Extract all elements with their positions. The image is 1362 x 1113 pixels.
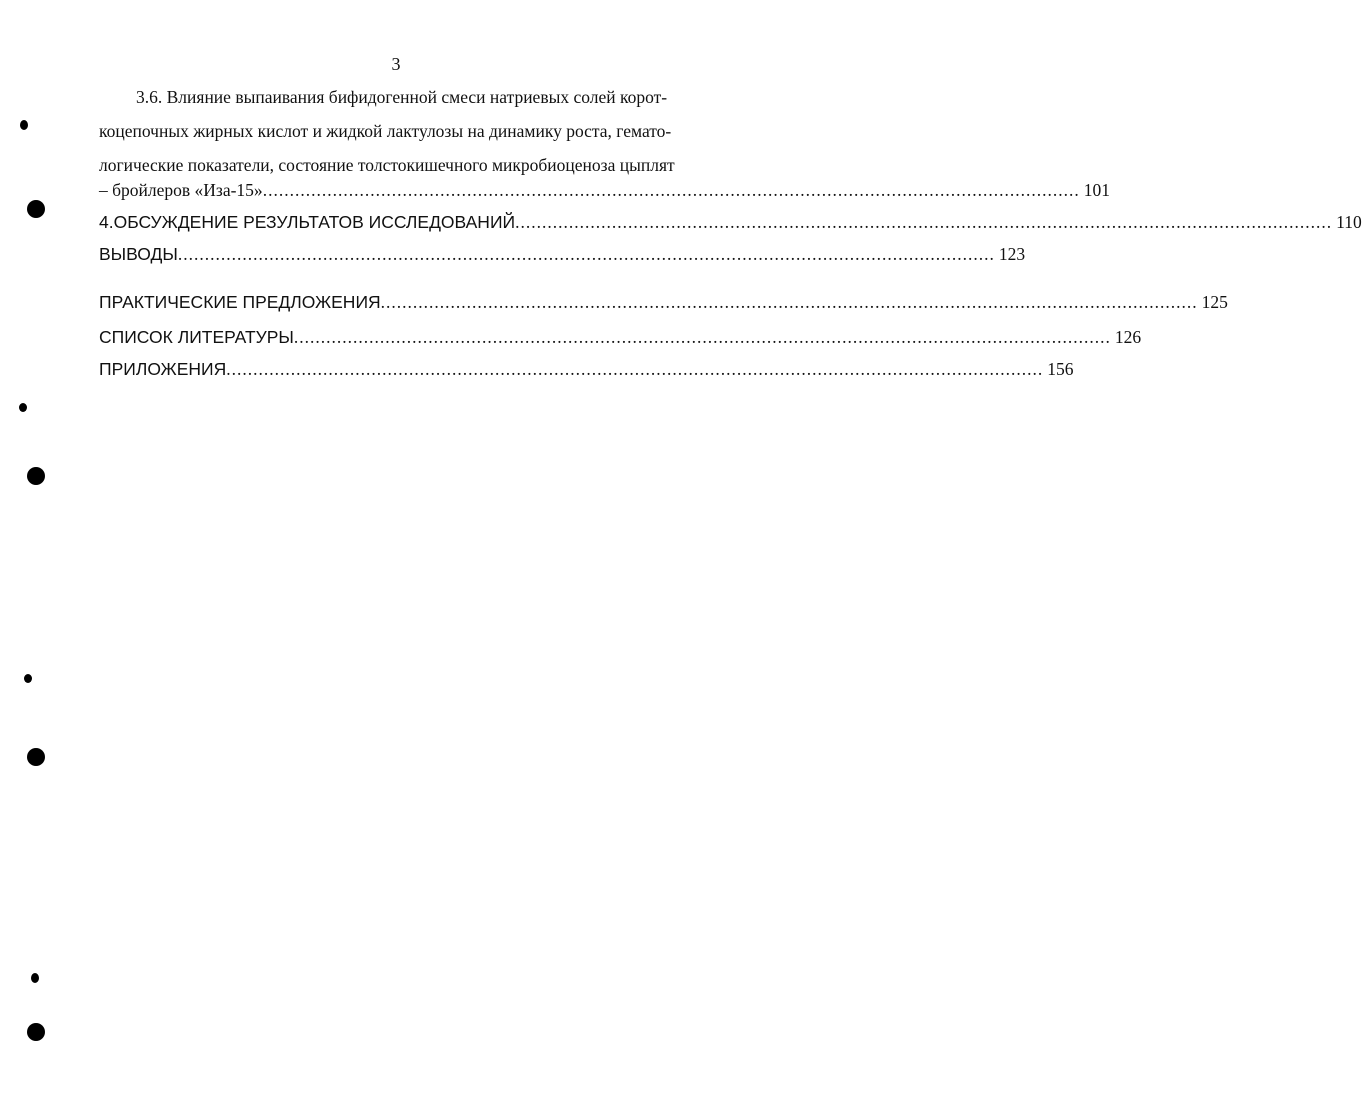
dot-leader: ........................................................................................................................................................ bbox=[515, 212, 1333, 232]
binder-hole-mark bbox=[27, 467, 45, 485]
toc-entry-3-6[interactable] bbox=[99, 80, 723, 182]
dot-leader: ........................................................................................................................................................ bbox=[226, 359, 1044, 379]
toc-entry-text-line-1: 3.6. Влияние выпаивания бифидогенной смеси натриевых солей корот- bbox=[136, 87, 668, 107]
toc-entry-label: ВЫВОДЫ bbox=[99, 244, 178, 264]
toc-entry-text-line-3: логические показатели, состояние толстокишечного микробиоценоза цыплят bbox=[99, 155, 675, 175]
toc-entry-3-6-last-line[interactable] bbox=[99, 180, 1110, 201]
toc-entry-references[interactable] bbox=[99, 327, 1142, 348]
toc-entry-discussion[interactable] bbox=[99, 212, 1362, 233]
binder-hole-mark bbox=[27, 200, 45, 218]
dot-leader: ........................................................................................................................................................ bbox=[293, 327, 1111, 347]
binder-hole-mark bbox=[20, 120, 28, 130]
toc-page-number: 123 bbox=[998, 244, 1026, 264]
toc-entry-label: ПРАКТИЧЕСКИЕ ПРЕДЛОЖЕНИЯ bbox=[99, 292, 381, 312]
toc-page-number: 110 bbox=[1336, 212, 1362, 232]
dot-leader: ........................................................................................................................................................ bbox=[177, 244, 995, 264]
toc-entry-label: СПИСОК ЛИТЕРАТУРЫ bbox=[99, 327, 294, 347]
toc-page-number: 125 bbox=[1201, 292, 1228, 312]
binder-hole-mark bbox=[19, 403, 27, 412]
toc-entry-label: – бройлеров «Иза-15» bbox=[99, 180, 263, 200]
toc-page-number: 156 bbox=[1047, 359, 1074, 379]
toc-entry-conclusions[interactable] bbox=[99, 244, 1026, 265]
binder-hole-mark bbox=[27, 748, 45, 766]
toc-entry-label: ПРИЛОЖЕНИЯ bbox=[99, 359, 227, 379]
toc-entry-text-line-2: коцепочных жирных кислот и жидкой лактулозы на динамику роста, гемато- bbox=[99, 121, 672, 141]
binder-hole-mark bbox=[24, 674, 32, 683]
toc-entry-label: 4.ОБСУЖДЕНИЕ РЕЗУЛЬТАТОВ ИССЛЕДОВАНИЙ bbox=[99, 212, 516, 232]
dot-leader: ........................................................................................................................................................ bbox=[380, 292, 1198, 312]
page-number: 3 bbox=[391, 54, 401, 74]
toc-entry-practical-proposals[interactable] bbox=[99, 292, 1228, 313]
toc-entry-appendices[interactable] bbox=[99, 359, 1074, 380]
toc-page-number: 101 bbox=[1083, 180, 1110, 200]
binder-hole-mark bbox=[31, 973, 39, 983]
binder-hole-mark bbox=[27, 1023, 45, 1041]
dot-leader: ........................................................................................................................................................ bbox=[262, 180, 1080, 200]
toc-page-number: 126 bbox=[1114, 327, 1142, 347]
